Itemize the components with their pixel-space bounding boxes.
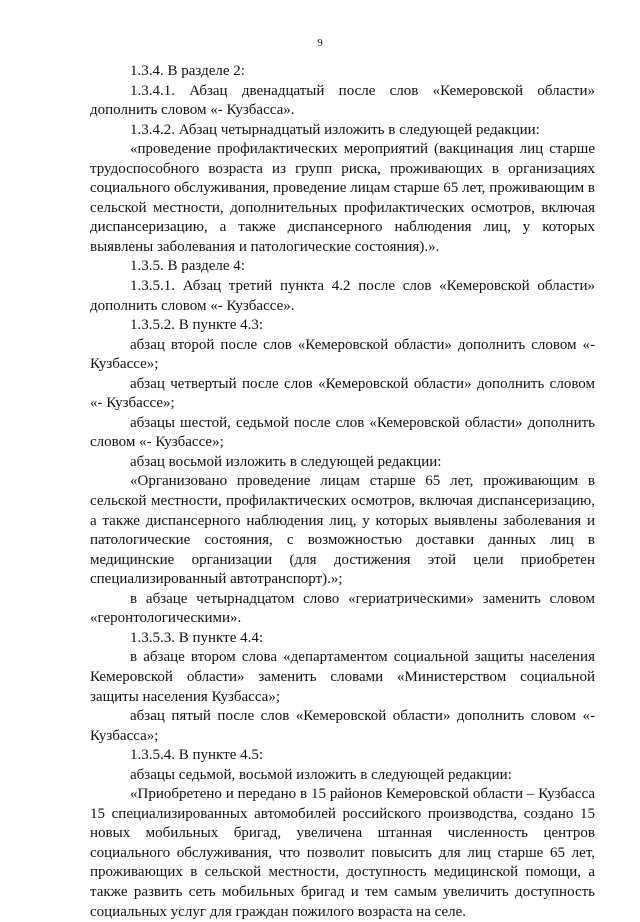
paragraph-1.3.5: 1.3.5. В разделе 4:: [130, 258, 245, 275]
paragraph-1.3.4.2: 1.3.4.2. Абзац четырнадцатый изложить в следующей редакции:: [130, 121, 540, 138]
paragraph-1.3.5.2: 1.3.5.2. В пункте 4.3:: [130, 317, 264, 334]
amendment-item: абзац пятый после слов «Кемеровской области» дополнить словом «- Кузбасса»;: [90, 708, 595, 744]
amendment-item: абзацы шестой, седьмой после слов «Кемеровской области» дополнить словом «- Кузбассе»;: [90, 414, 595, 451]
paragraph-1.3.5.1: 1.3.5.1. Абзац третий пункта 4.2 после слов «Кемеровской области» дополнить словом «- Кузбассе».: [90, 278, 595, 314]
quoted-new-wording: «проведение профилактических мероприятий (вакцинация лиц старше трудоспособного возраста из групп риска, проживающих в организациях социального обслуживания, проведение лицам старше 65 лет, проживающим в сельской местности, дополнительных профилактических осмотров, включая диспансеризацию, а также диспансерного наблюдения лиц, у которых выявлены заболевания и патологические состояния).».: [90, 141, 595, 255]
amendment-item: абзац четвертый после слов «Кемеровской области» дополнить словом «- Кузбассе»;: [90, 375, 595, 412]
amendment-item: в абзаце втором слова «департаментом социальной защиты населения Кемеровской области» заменить словами «Министерством социальной защиты населения Кузбасса»;: [90, 649, 595, 705]
page-number: 9: [317, 38, 323, 49]
amendment-item: абзацы седьмой, восьмой изложить в следующей редакции:: [130, 766, 512, 783]
amendment-item: абзац восьмой изложить в следующей редакции:: [130, 453, 442, 470]
paragraph-1.3.5.4: 1.3.5.4. В пункте 4.5:: [130, 747, 264, 764]
amendment-item: абзац второй после слов «Кемеровской области» дополнить словом «- Кузбассе»;: [90, 336, 595, 373]
quoted-new-wording: «Организовано проведение лицам старше 65 лет, проживающим в сельской местности, профилактических осмотров, включая диспансеризацию, а также диспансерного наблюдения лиц, у которых выявлены заболевания и патологические состояния, с возможностью доставки данных лиц в медицинские организации (для достижения этой цели приобретен специализированный автотранспорт).»;: [90, 473, 595, 588]
paragraph-1.3.4.1: 1.3.4.1. Абзац двенадцатый после слов «Кемеровской области» дополнить словом «- Кузбасса».: [90, 82, 595, 119]
amendment-item: в абзаце четырнадцатом слово «гериатрическими» заменить словом «геронтологическими».: [90, 590, 595, 627]
paragraph-1.3.5.3: 1.3.5.3. В пункте 4.4:: [130, 629, 264, 646]
document-body: [90, 62, 595, 922]
quoted-new-wording: «Приобретено и передано в 15 районов Кемеровской области – Кузбасса 15 специализированных автомобилей российского производства, создано 15 новых мобильных бригад, увеличена штанная численность центров социального обслуживания, что позволит повысить для лиц старше 65 лет, проживающих в сельской местности, доступность медицинской помощи, а также развить сеть мобильных бригад и тем самым увеличить доступность социальных услуг для граждан пожилого возраста на селе.: [90, 786, 595, 920]
paragraph-1.3.4: 1.3.4. В разделе 2:: [130, 63, 245, 79]
